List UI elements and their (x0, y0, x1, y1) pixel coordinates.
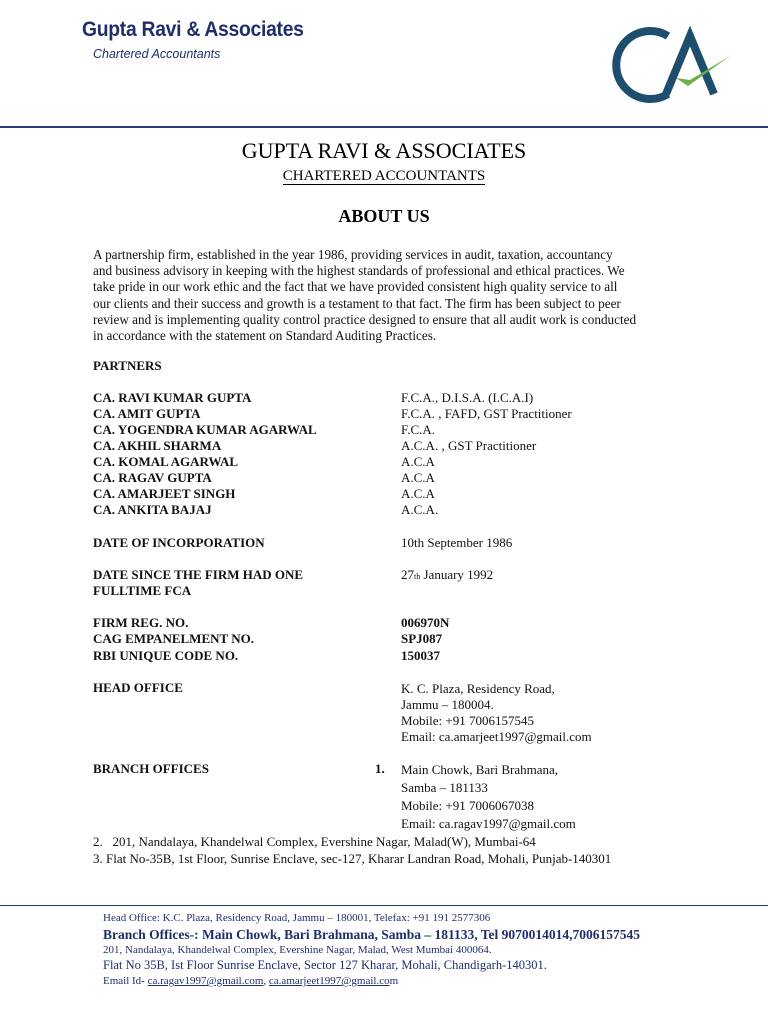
incorporation-value: 10th September 1986 (401, 535, 513, 550)
about-line: review and is implementing quality control practice designed to ensure that all audit work is conducted (93, 311, 637, 327)
footer-mumbai-address: 201, Nandalaya, Khandelwal Complex, Evershine Nagar, Malad, West Mumbai 400064. (103, 944, 492, 956)
firm-reg-value: 006970N (401, 615, 450, 630)
incorporation-label: DATE OF INCORPORATION (93, 535, 265, 550)
fulltime-day: 27 (401, 567, 414, 582)
branch-line: Main Chowk, Bari Brahmana, (401, 762, 559, 777)
partner-row (0, 406, 768, 422)
firm-reg-row (0, 615, 768, 631)
partner-name: CA. AMIT GUPTA (93, 406, 201, 421)
page-title: GUPTA RAVI & ASSOCIATES (241, 138, 527, 163)
partners-heading: PARTNERS (93, 358, 162, 373)
about-paragraph (93, 247, 693, 344)
rbi-value: 150037 (401, 648, 440, 663)
partner-name: CA. AKHIL SHARMA (93, 438, 222, 453)
partner-name: CA. AMARJEET SINGH (93, 486, 236, 501)
branch-3: 3. Flat No-35B, 1st Floor, Sunrise Enclave, sec-127, Kharar Landran Road, Mohali, Punjab-140301 (93, 851, 612, 866)
fulltime-label-line2: FULLTIME FCA (93, 583, 192, 598)
partner-row (0, 470, 768, 486)
logo-c-shape (616, 31, 668, 99)
partner-name: CA. ANKITA BAJAJ (93, 502, 212, 517)
letterhead-subtitle: Chartered Accountants (93, 47, 221, 61)
branch-offices-label: BRANCH OFFICES (93, 761, 209, 776)
partner-name: CA. RAGAV GUPTA (93, 470, 212, 485)
partner-name: CA. RAVI KUMAR GUPTA (93, 390, 252, 405)
partner-qualification: F.C.A., D.I.S.A. (I.C.A.I) (401, 390, 534, 405)
head-office-label: HEAD OFFICE (93, 680, 183, 695)
head-office-line: Mobile: +91 7006157545 (401, 713, 534, 728)
firm-reg-label: FIRM REG. NO. (93, 615, 189, 630)
fulltime-value (401, 567, 493, 583)
logo-a-shape (666, 36, 714, 94)
branch-2: 2. 201, Nandalaya, Khandelwal Complex, Evershine Nagar, Malad(W), Mumbai-64 (93, 834, 536, 849)
about-line: A partnership firm, established in the year 1986, providing services in audit, taxation, accountancy (93, 247, 613, 262)
rbi-row (0, 648, 768, 664)
head-office-email: Email: ca.amarjeet1997@gmail.com (401, 729, 592, 744)
footer-head-office: Head Office: K.C. Plaza, Residency Road, Jammu – 180001, Telefax: +91 191 2577306 (103, 912, 491, 924)
partner-name: CA. KOMAL AGARWAL (93, 454, 239, 469)
branch-line: Samba – 181133 (401, 780, 488, 795)
page-subtitle (0, 168, 768, 185)
section-title-about: ABOUT US (338, 206, 430, 226)
partner-name: CA. YOGENDRA KUMAR AGARWAL (93, 422, 317, 437)
fulltime-label-line1: DATE SINCE THE FIRM HAD ONE (93, 567, 304, 582)
partner-row (0, 422, 768, 438)
about-line: take pride in our work ethic and the fact that we have provided consistent high quality service to all (93, 279, 618, 295)
footer-divider (0, 905, 768, 906)
cag-row (0, 631, 768, 647)
about-line: our clients and their success and growth is a testament to that fact. The firm has been subject to peer (93, 295, 621, 311)
branch-email: Email: ca.ragav1997@gmail.com (401, 816, 576, 831)
footer-email-separator: , (263, 975, 269, 987)
partner-qualification: A.C.A (401, 486, 435, 501)
partner-qualification: A.C.A (401, 470, 435, 485)
partner-row (0, 502, 768, 518)
cag-label: CAG EMPANELMENT NO. (93, 631, 254, 646)
partner-qualification: A.C.A. (401, 502, 439, 517)
partner-row (0, 390, 768, 406)
footer-email (103, 975, 398, 987)
fulltime-day-suffix: th (414, 572, 421, 581)
ca-logo (610, 22, 740, 108)
partner-qualification: A.C.A. , GST Practitioner (401, 438, 537, 453)
branch-line: Mobile: +91 7006067038 (401, 798, 534, 813)
footer-email-tail: m (389, 975, 399, 987)
footer-email-link-1[interactable]: ca.ragav1997@gmail.com (147, 975, 264, 987)
footer-mohali-address: Flat No 35B, Ist Floor Sunrise Enclave, Sector 127 Kharar, Mohali, Chandigarh-140301. (103, 958, 547, 972)
head-office-line: Jammu – 180004. (401, 697, 494, 712)
letterhead-firm-name: Gupta Ravi & Associates (82, 18, 304, 41)
page-subtitle-text: CHARTERED ACCOUNTANTS (282, 168, 486, 184)
cag-value: SPJ087 (401, 631, 443, 646)
partner-row (0, 486, 768, 502)
rbi-label: RBI UNIQUE CODE NO. (93, 648, 239, 663)
header-divider (0, 126, 768, 128)
branch-number-1: 1. (375, 761, 385, 776)
partner-row (0, 438, 768, 454)
footer-email-link-2[interactable]: ca.amarjeet1997@gmail.co (268, 975, 390, 987)
partner-qualification: A.C.A (401, 454, 435, 469)
about-line: and business advisory in keeping with the highest standards of professional and ethical practices. We (93, 263, 625, 279)
about-line: in accordance with the statement on Standard Auditing Practices. (93, 328, 437, 344)
footer-email-prefix: Email Id- (103, 975, 148, 987)
head-office-line: K. C. Plaza, Residency Road, (401, 681, 555, 696)
fulltime-month-year: January 1992 (420, 567, 494, 582)
partner-qualification: F.C.A. (401, 422, 435, 437)
fulltime-row (0, 567, 768, 583)
incorporation-row (0, 535, 768, 551)
partner-qualification: F.C.A. , FAFD, GST Practitioner (401, 406, 572, 421)
footer-branch-offices: Branch Offices-: Main Chowk, Bari Brahmana, Samba – 181133, Tel 9070014014,7006157545 (103, 927, 641, 942)
partner-row (0, 454, 768, 470)
